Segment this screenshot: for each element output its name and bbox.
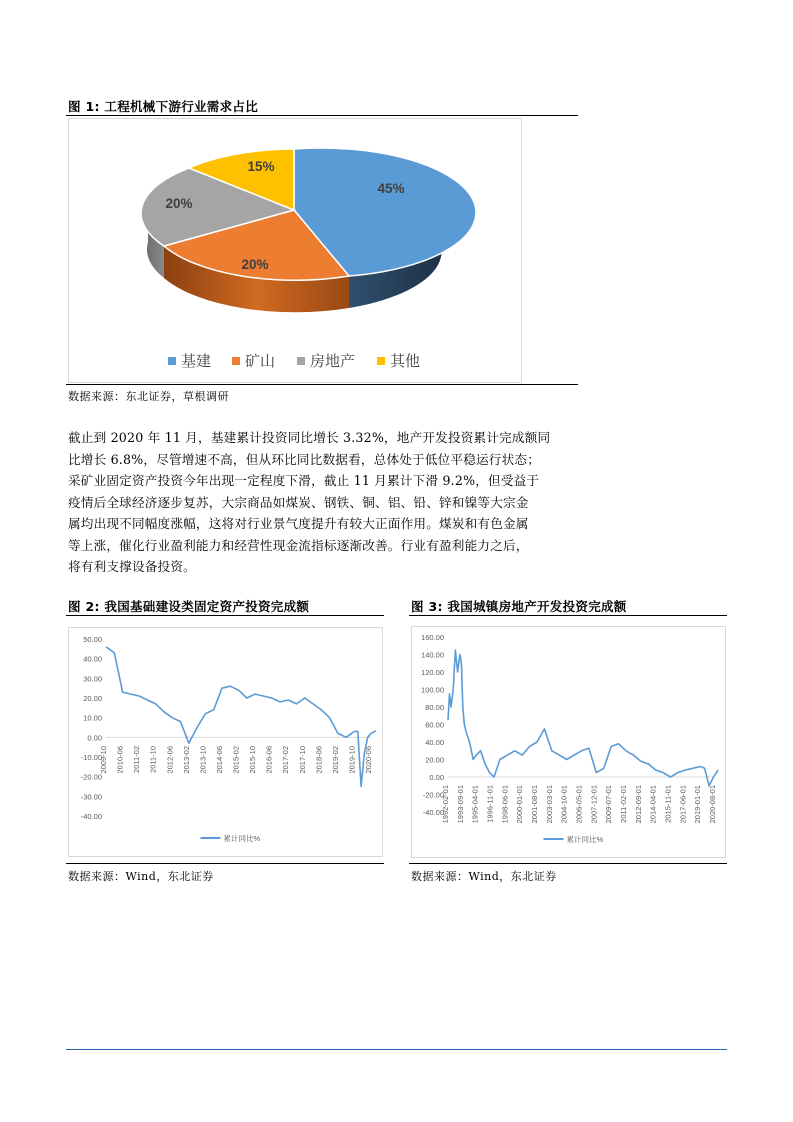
x-tick-label: 2013-02 xyxy=(181,746,191,774)
legend-label: 累计同比% xyxy=(223,834,261,843)
x-tick-label: 2003-03-01 xyxy=(544,785,554,824)
figure-2-title xyxy=(68,597,309,615)
series-line xyxy=(448,650,718,786)
figure-1-source: 数据来源：东北证券，草根调研 xyxy=(68,390,229,403)
x-tick-label: 2020-06 xyxy=(364,746,373,774)
x-tick-label: 2012-06 xyxy=(165,746,175,774)
x-tick-label: 2009-10 xyxy=(99,746,108,774)
x-tick-label: 1995-04-01 xyxy=(470,785,480,824)
x-tick-label: 2000-01-01 xyxy=(515,785,525,824)
x-tick-label: 2011-02-01 xyxy=(619,785,628,823)
paragraph-line: 将有利支撑设备投资。 xyxy=(68,559,196,574)
y-tick-label: 30.00 xyxy=(83,674,102,684)
x-tick-label: 1993-09-01 xyxy=(455,785,465,824)
x-tick-label: 2001-08-01 xyxy=(530,785,539,824)
x-tick-label: 2007-12-01 xyxy=(589,785,599,824)
footer-rule xyxy=(66,1049,727,1050)
pie-chart xyxy=(69,119,521,382)
figure-1-title xyxy=(68,97,258,115)
x-tick-label: 2012-09-01 xyxy=(633,785,643,824)
x-tick-label: 1996-11-01 xyxy=(485,785,495,823)
paragraph-line: 属均出现不同幅度涨幅，这将对行业景气度提升有较大正面作用。煤炭和有色金属 xyxy=(68,516,529,531)
x-tick-label: 2019-10 xyxy=(347,746,357,774)
figure-3-title xyxy=(411,597,627,615)
x-tick-label: 2006-05-01 xyxy=(574,785,584,824)
figure-1-label: 图 1: xyxy=(68,99,100,114)
x-tick-label: 2017-10 xyxy=(297,746,307,774)
y-tick-label: 0.00 xyxy=(87,733,102,743)
realestate-chart-container xyxy=(411,626,726,858)
x-tick-label: 2016-06 xyxy=(264,746,274,774)
y-tick-label: 120.00 xyxy=(421,668,444,677)
figure-1-top-rule xyxy=(66,115,578,116)
infra-line-chart xyxy=(69,628,382,856)
legend-swatch-jijian xyxy=(168,357,176,365)
figure-2-top-rule xyxy=(66,615,384,616)
x-tick-label: 2017-02 xyxy=(281,746,291,774)
legend-swatch-qita xyxy=(377,357,385,365)
x-tick-label: 1992-02-01 xyxy=(441,785,450,824)
body-paragraph xyxy=(68,427,578,578)
paragraph-line: 等上涨，催化行业盈利能力和经营性现金流指标逐渐改善。行业有盈利能力之后， xyxy=(68,537,529,553)
y-tick-label: 10.00 xyxy=(83,713,102,723)
y-tick-label: 50.00 xyxy=(83,635,102,644)
pie-chart-container xyxy=(68,118,522,383)
legend-label-qita: 其他 xyxy=(390,353,421,370)
y-tick-label: -30.00 xyxy=(80,792,102,802)
x-tick-label: 2011-02 xyxy=(132,746,142,773)
figure-1-bottom-rule xyxy=(66,384,578,385)
x-tick-label: 2015-11-01 xyxy=(663,785,673,823)
x-tick-label: 2015-10 xyxy=(248,746,258,774)
x-tick-label: 2019-01-01 xyxy=(693,785,703,824)
y-tick-label: 40.00 xyxy=(83,654,102,664)
y-tick-label: -40.00 xyxy=(422,808,444,817)
x-tick-label: 1998-06-01 xyxy=(500,785,510,824)
figure-3-top-rule xyxy=(409,615,727,616)
x-tick-label: 2014-06 xyxy=(214,746,224,774)
pie-label-fangdichan: 20% xyxy=(165,196,193,211)
pie-legend xyxy=(168,352,420,370)
y-tick-label: -40.00 xyxy=(80,812,102,821)
y-tick-label: 100.00 xyxy=(421,685,444,695)
y-tick-label: -20.00 xyxy=(80,772,102,782)
figure-2-caption: 我国基础建设类固定资产投资完成额 xyxy=(104,599,310,614)
pie-label-jijian: 45% xyxy=(377,181,405,196)
x-tick-label: 2013-10 xyxy=(198,746,208,774)
y-tick-label: 160.00 xyxy=(421,633,444,642)
y-tick-label: 140.00 xyxy=(421,650,444,660)
y-tick-label: 40.00 xyxy=(425,738,444,747)
legend-label-jijian: 基建 xyxy=(181,353,212,370)
x-tick-label: 2011-10 xyxy=(148,746,158,773)
y-tick-label: 0.00 xyxy=(429,773,444,782)
paragraph-line: 比增长 6.8%，尽管增速不高，但从环比同比数据看，总体处于低位平稳运行状态； xyxy=(68,451,540,467)
figure-3-label: 图 3: xyxy=(411,599,443,614)
infra-chart-container xyxy=(68,627,383,857)
x-tick-label: 2015-02 xyxy=(231,746,241,774)
paragraph-line: 疫情后全球经济逐步复苏，大宗商品如煤炭、钢铁、铜、铝、铅、锌和镍等大宗金 xyxy=(68,494,529,510)
y-tick-label: -10.00 xyxy=(80,753,102,762)
x-tick-label: 2004-10-01 xyxy=(559,785,569,824)
y-tick-label: 20.00 xyxy=(83,694,102,703)
y-tick-label: 80.00 xyxy=(425,703,444,712)
figure-3-bottom-rule xyxy=(409,863,727,864)
x-tick-label: 2019-02 xyxy=(330,746,340,774)
paragraph-line: 截止到 2020 年 11 月，基建累计投资同比增长 3.32%，地产开发投资累计完成额同 xyxy=(68,430,551,445)
figure-2-source: 数据来源：Wind，东北证券 xyxy=(68,870,214,883)
y-tick-label: -20.00 xyxy=(422,790,444,800)
paragraph-line: 采矿业固定资产投资今年出现一定程度下滑，截止 11 月累计下滑 9.2%，但受益于 xyxy=(68,473,540,488)
x-tick-label: 2018-06 xyxy=(314,746,324,774)
legend-swatch-kuangshan xyxy=(232,357,240,365)
legend-label-fangdichan: 房地产 xyxy=(310,353,356,370)
pie-label-kuangshan: 20% xyxy=(241,257,269,272)
figure-2-label: 图 2: xyxy=(68,599,100,614)
figure-2-bottom-rule xyxy=(66,863,384,864)
y-tick-label: 60.00 xyxy=(425,720,444,730)
figure-3-source: 数据来源：Wind，东北证券 xyxy=(411,870,557,883)
realestate-line-chart xyxy=(412,627,725,857)
x-tick-label: 2009-07-01 xyxy=(604,785,614,824)
x-tick-label: 2017-06-01 xyxy=(678,785,688,824)
legend-swatch-fangdichan xyxy=(297,357,305,365)
pie-label-qita: 15% xyxy=(247,159,275,174)
legend-label: 累计同比% xyxy=(566,835,604,844)
figure-3-caption: 我国城镇房地产开发投资完成额 xyxy=(447,599,627,614)
y-tick-label: 20.00 xyxy=(425,755,444,765)
x-tick-label: 2020-08-01 xyxy=(708,785,717,824)
x-tick-label: 2010-06 xyxy=(115,746,125,774)
x-tick-label: 2014-04-01 xyxy=(648,785,658,824)
figure-1-caption: 工程机械下游行业需求占比 xyxy=(104,99,259,114)
legend-label-kuangshan: 矿山 xyxy=(245,353,276,370)
